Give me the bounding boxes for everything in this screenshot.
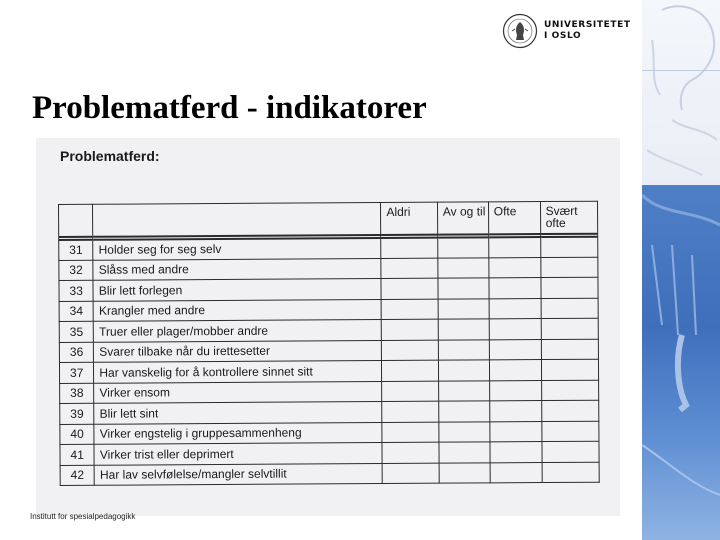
university-logo bbox=[502, 13, 631, 49]
answer-cell bbox=[438, 360, 489, 381]
row-number: 40 bbox=[60, 424, 94, 445]
column-header-svaert-ofte: Svært ofte bbox=[540, 201, 598, 233]
answer-cell bbox=[488, 257, 540, 278]
row-number: 31 bbox=[59, 239, 93, 260]
answer-cell bbox=[541, 421, 599, 442]
answer-cell bbox=[439, 442, 490, 463]
answer-cell bbox=[438, 278, 489, 299]
row-item-text: Har vanskelig for å kontrollere sinnet sitt bbox=[94, 361, 382, 383]
answer-cell bbox=[541, 380, 599, 401]
answer-cell bbox=[490, 442, 542, 463]
row-number: 38 bbox=[60, 383, 94, 404]
answer-cell bbox=[439, 462, 490, 483]
row-item-text: Virker trist eller deprimert bbox=[94, 443, 382, 465]
answer-cell bbox=[439, 401, 490, 422]
row-number: 39 bbox=[60, 403, 94, 424]
header-item-cell bbox=[93, 203, 381, 237]
answer-cell bbox=[542, 441, 600, 462]
row-item-text: Virker ensom bbox=[94, 381, 382, 403]
decorative-blue-panel bbox=[642, 185, 720, 540]
answer-cell bbox=[381, 237, 438, 258]
answer-cell bbox=[541, 318, 599, 339]
row-number: 36 bbox=[59, 342, 93, 363]
row-item-text: Krangler med andre bbox=[93, 299, 381, 321]
answer-cell bbox=[438, 237, 489, 258]
answer-cell bbox=[541, 400, 599, 421]
table-row bbox=[60, 462, 599, 486]
row-number: 37 bbox=[59, 362, 93, 383]
row-number: 32 bbox=[59, 260, 93, 281]
answer-cell bbox=[489, 278, 541, 299]
answer-cell bbox=[540, 257, 598, 278]
answer-cell bbox=[382, 422, 439, 443]
answer-cell bbox=[382, 442, 439, 463]
logo-line-2: I OSLO bbox=[544, 31, 582, 41]
answer-cell bbox=[382, 401, 439, 422]
answer-cell bbox=[438, 319, 489, 340]
answer-cell bbox=[489, 339, 541, 360]
row-item-text: Truer eller plager/mobber andre bbox=[94, 320, 382, 342]
answer-cell bbox=[541, 277, 599, 298]
column-header-ofte: Ofte bbox=[488, 202, 540, 234]
row-item-text: Blir lett forlegen bbox=[93, 279, 381, 301]
answer-cell bbox=[489, 360, 541, 381]
decorative-sculpture-image bbox=[642, 0, 720, 185]
answer-cell bbox=[489, 421, 541, 442]
row-number: 34 bbox=[59, 301, 93, 322]
footer-department: Institutt for spesialpedagogikk bbox=[30, 512, 136, 521]
answer-cell bbox=[489, 380, 541, 401]
logo-text bbox=[544, 20, 631, 42]
row-number: 41 bbox=[60, 444, 94, 465]
answer-cell bbox=[382, 360, 439, 381]
row-number: 35 bbox=[59, 321, 93, 342]
slide-title: Problematferd - indikatorer bbox=[32, 90, 427, 126]
column-header-aldri: Aldri bbox=[381, 202, 438, 234]
answer-cell bbox=[541, 359, 599, 380]
university-seal-icon bbox=[502, 13, 538, 49]
row-item-text: Holder seg for seg selv bbox=[93, 238, 381, 260]
logo-line-1: UNIVERSITETET bbox=[544, 20, 631, 30]
table-header-row bbox=[59, 201, 598, 236]
header-number-cell bbox=[59, 204, 94, 236]
scanned-form-image bbox=[36, 138, 620, 516]
answer-cell bbox=[381, 258, 438, 279]
problem-behavior-table bbox=[58, 201, 600, 486]
answer-cell bbox=[438, 380, 489, 401]
row-item-text: Slåss med andre bbox=[93, 258, 381, 280]
answer-cell bbox=[381, 278, 438, 299]
answer-cell bbox=[490, 462, 542, 483]
answer-cell bbox=[438, 298, 489, 319]
row-item-text: Har lav selvfølelse/mangler selvtillit bbox=[94, 463, 382, 485]
answer-cell bbox=[489, 298, 541, 319]
decorative-side-band bbox=[642, 0, 720, 540]
answer-cell bbox=[489, 319, 541, 340]
row-number: 33 bbox=[59, 280, 93, 301]
answer-cell bbox=[488, 237, 540, 258]
form-heading: Problematferd: bbox=[60, 148, 160, 164]
answer-cell bbox=[540, 236, 598, 257]
answer-cell bbox=[489, 401, 541, 422]
row-item-text: Blir lett sint bbox=[94, 402, 382, 424]
column-header-av-og-til: Av og til bbox=[437, 202, 488, 234]
answer-cell bbox=[542, 462, 600, 483]
answer-cell bbox=[438, 339, 489, 360]
table-body bbox=[59, 236, 599, 485]
answer-cell bbox=[439, 421, 490, 442]
decorative-line bbox=[642, 70, 720, 71]
answer-cell bbox=[382, 463, 439, 484]
row-item-text: Virker engstelig i gruppesammenheng bbox=[94, 422, 382, 444]
answer-cell bbox=[382, 381, 439, 402]
answer-cell bbox=[382, 319, 439, 340]
answer-cell bbox=[438, 257, 489, 278]
answer-cell bbox=[382, 340, 439, 361]
answer-cell bbox=[381, 299, 438, 320]
answer-cell bbox=[541, 339, 599, 360]
row-item-text: Svarer tilbake når du irettesetter bbox=[94, 340, 382, 362]
row-number: 42 bbox=[60, 465, 94, 486]
answer-cell bbox=[541, 298, 599, 319]
